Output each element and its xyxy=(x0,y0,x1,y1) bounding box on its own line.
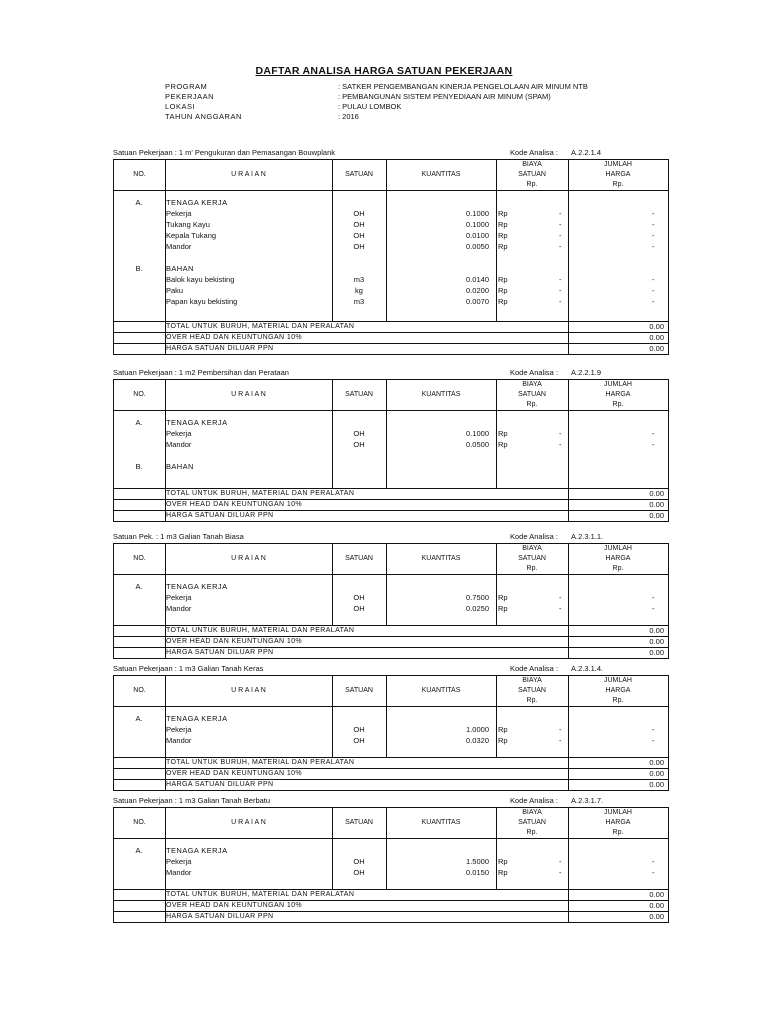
table-row xyxy=(114,461,670,472)
row-currency: Rp xyxy=(498,429,508,438)
row-description: TENAGA KERJA xyxy=(166,846,228,855)
row-description: TENAGA KERJA xyxy=(166,582,228,591)
row-quantity: 0.0050 xyxy=(466,242,489,251)
table-body xyxy=(114,707,668,757)
row-description: Balok kayu bekisting xyxy=(166,275,235,284)
row-currency: Rp xyxy=(498,725,508,734)
col-jumlah-header: JUMLAH HARGA Rp. xyxy=(603,545,632,572)
row-unit: m3 xyxy=(353,275,365,284)
totals-label: OVER HEAD DAN KEUNTUNGAN 10% xyxy=(166,902,303,909)
table-row xyxy=(114,845,670,856)
row-currency: Rp xyxy=(498,297,508,306)
totals-value: 0.00 xyxy=(649,511,664,520)
col-kuantitas-header: KUANTITAS xyxy=(421,391,461,398)
row-unit: OH xyxy=(353,725,365,734)
table-body xyxy=(114,575,668,625)
totals-row xyxy=(114,499,668,510)
col-uraian-header: U R A I A N xyxy=(231,819,266,826)
totals-value: 0.00 xyxy=(649,333,664,342)
section-header xyxy=(113,531,669,543)
totals-label: TOTAL UNTUK BURUH, MATERIAL DAN PERALATAN xyxy=(166,759,355,766)
row-description: Kepala Tukang xyxy=(166,231,217,240)
row-description: Mandor xyxy=(166,242,192,251)
col-biaya-header: BIAYA SATUAN Rp. xyxy=(518,809,546,836)
meta-label: PROGRAM xyxy=(165,82,208,91)
table-header xyxy=(114,544,668,575)
row-quantity: 0.0150 xyxy=(466,868,489,877)
row-quantity: 0.7500 xyxy=(466,593,489,602)
table-row xyxy=(114,208,670,219)
analysis-section xyxy=(113,147,669,355)
totals-label: HARGA SATUAN DILUAR PPN xyxy=(166,649,274,656)
col-satuan-header: SATUAN xyxy=(345,391,373,398)
row-number: B. xyxy=(135,264,143,273)
totals-row xyxy=(114,321,668,332)
row-unit: OH xyxy=(353,231,365,240)
analysis-section xyxy=(113,795,669,923)
row-description: Pekerja xyxy=(166,857,192,866)
totals-row xyxy=(114,779,668,790)
row-unit-price: - xyxy=(559,275,562,284)
code-label: Kode Analisa : xyxy=(510,664,558,673)
section-header xyxy=(113,795,669,807)
table-body xyxy=(114,839,668,889)
totals-row xyxy=(114,900,668,911)
table-row xyxy=(114,439,670,450)
meta-row xyxy=(165,82,588,92)
meta-label: TAHUN ANGGARAN xyxy=(165,112,242,121)
row-unit: OH xyxy=(353,209,365,218)
section-title: Satuan Pekerjaan : 1 m3 Galian Tanah Berbatu xyxy=(113,796,271,805)
row-total-price: - xyxy=(652,604,655,613)
row-unit-price: - xyxy=(559,297,562,306)
row-unit-price: - xyxy=(559,440,562,449)
analysis-code: A.2.2.1.9 xyxy=(571,368,602,377)
row-currency: Rp xyxy=(498,275,508,284)
row-number: B. xyxy=(135,462,143,471)
col-no-header: NO. xyxy=(133,555,146,562)
table-row xyxy=(114,592,670,603)
row-description: Paku xyxy=(166,286,184,295)
table-header xyxy=(114,676,668,707)
col-uraian-header: U R A I A N xyxy=(231,687,266,694)
analysis-table xyxy=(113,543,669,659)
row-unit-price: - xyxy=(559,725,562,734)
row-description: TENAGA KERJA xyxy=(166,198,228,207)
row-description: Pekerja xyxy=(166,725,192,734)
totals-label: OVER HEAD DAN KEUNTUNGAN 10% xyxy=(166,334,303,341)
table-row xyxy=(114,285,670,296)
analysis-code: A.2.3.1.7. xyxy=(571,796,604,805)
row-unit: OH xyxy=(353,736,365,745)
row-total-price: - xyxy=(652,440,655,449)
row-quantity: 0.0100 xyxy=(466,231,489,240)
totals-label: HARGA SATUAN DILUAR PPN xyxy=(166,512,274,519)
col-satuan-header: SATUAN xyxy=(345,555,373,562)
row-currency: Rp xyxy=(498,736,508,745)
col-jumlah-header: JUMLAH HARGA Rp. xyxy=(603,809,632,836)
table-header xyxy=(114,380,668,411)
totals-value: 0.00 xyxy=(649,344,664,353)
col-no-header: NO. xyxy=(133,171,146,178)
table-body xyxy=(114,191,668,321)
row-unit: OH xyxy=(353,220,365,229)
row-unit-price: - xyxy=(559,868,562,877)
row-quantity: 0.1000 xyxy=(466,209,489,218)
col-no-header: NO. xyxy=(133,391,146,398)
code-label: Kode Analisa : xyxy=(510,368,558,377)
row-unit: OH xyxy=(353,604,365,613)
table-row xyxy=(114,417,670,428)
totals-label: TOTAL UNTUK BURUH, MATERIAL DAN PERALATAN xyxy=(166,891,355,898)
row-currency: Rp xyxy=(498,209,508,218)
row-number: A. xyxy=(135,714,143,723)
code-label: Kode Analisa : xyxy=(510,148,558,157)
col-kuantitas-header: KUANTITAS xyxy=(421,171,461,178)
row-unit-price: - xyxy=(559,209,562,218)
meta-value: : SATKER PENGEMBANGAN KINERJA PENGELOLAAN AIR MINUM NTB xyxy=(338,82,588,91)
section-title: Satuan Pekerjaan : 1 m3 Galian Tanah Keras xyxy=(113,664,264,673)
row-description: Mandor xyxy=(166,440,192,449)
row-description: Mandor xyxy=(166,604,192,613)
table-header xyxy=(114,808,668,839)
row-unit: OH xyxy=(353,429,365,438)
section-title: Satuan Pekerjaan : 1 m2 Pembersihan dan Perataan xyxy=(113,368,289,377)
row-unit: OH xyxy=(353,868,365,877)
table-row xyxy=(114,713,670,724)
row-number: A. xyxy=(135,846,143,855)
totals-label: HARGA SATUAN DILUAR PPN xyxy=(166,781,274,788)
totals-value: 0.00 xyxy=(649,758,664,767)
row-unit-price: - xyxy=(559,286,562,295)
row-total-price: - xyxy=(652,286,655,295)
row-number: A. xyxy=(135,418,143,427)
analysis-section xyxy=(113,663,669,791)
code-label: Kode Analisa : xyxy=(510,532,558,541)
col-satuan-header: SATUAN xyxy=(345,687,373,694)
meta-value: : 2016 xyxy=(338,112,359,121)
totals-row xyxy=(114,625,668,636)
row-unit-price: - xyxy=(559,857,562,866)
table-row xyxy=(114,450,670,461)
table-row xyxy=(114,867,670,878)
row-quantity: 0.1000 xyxy=(466,429,489,438)
row-total-price: - xyxy=(652,857,655,866)
row-total-price: - xyxy=(652,220,655,229)
document-title: DAFTAR ANALISA HARGA SATUAN PEKERJAAN xyxy=(255,65,513,77)
row-unit-price: - xyxy=(559,736,562,745)
col-jumlah-header: JUMLAH HARGA Rp. xyxy=(603,381,632,408)
row-unit: OH xyxy=(353,593,365,602)
row-quantity: 0.1000 xyxy=(466,220,489,229)
table-row xyxy=(114,263,670,274)
col-jumlah-header: JUMLAH HARGA Rp. xyxy=(603,677,632,704)
totals-row xyxy=(114,889,668,900)
totals-value: 0.00 xyxy=(649,890,664,899)
totals-row xyxy=(114,488,668,499)
row-total-price: - xyxy=(652,297,655,306)
totals-row xyxy=(114,332,668,343)
row-unit-price: - xyxy=(559,604,562,613)
row-currency: Rp xyxy=(498,286,508,295)
row-quantity: 1.0000 xyxy=(466,725,489,734)
totals-row xyxy=(114,768,668,779)
row-total-price: - xyxy=(652,593,655,602)
totals-label: TOTAL UNTUK BURUH, MATERIAL DAN PERALATAN xyxy=(166,627,355,634)
table-row xyxy=(114,230,670,241)
row-currency: Rp xyxy=(498,604,508,613)
table-row xyxy=(114,724,670,735)
section-title: Satuan Pekerjaan : 1 m' Pengukuran dan Pemasangan Bouwplank xyxy=(113,148,335,157)
row-currency: Rp xyxy=(498,868,508,877)
col-satuan-header: SATUAN xyxy=(345,819,373,826)
row-unit: OH xyxy=(353,440,365,449)
analysis-table xyxy=(113,675,669,791)
row-total-price: - xyxy=(652,231,655,240)
row-currency: Rp xyxy=(498,242,508,251)
table-header xyxy=(114,160,668,191)
totals-label: TOTAL UNTUK BURUH, MATERIAL DAN PERALATAN xyxy=(166,490,355,497)
row-total-price: - xyxy=(652,725,655,734)
row-unit: kg xyxy=(355,286,363,295)
row-description: Pekerja xyxy=(166,429,192,438)
row-description: TENAGA KERJA xyxy=(166,714,228,723)
totals-value: 0.00 xyxy=(649,489,664,498)
section-header xyxy=(113,367,669,379)
document-meta xyxy=(165,82,588,122)
totals-value: 0.00 xyxy=(649,648,664,657)
totals-value: 0.00 xyxy=(649,769,664,778)
row-description: Tukang Kayu xyxy=(166,220,210,229)
totals-value: 0.00 xyxy=(649,901,664,910)
analysis-table xyxy=(113,159,669,355)
row-total-price: - xyxy=(652,275,655,284)
meta-row xyxy=(165,92,588,102)
meta-value: : PEMBANGUNAN SISTEM PENYEDIAAN AIR MINUM (SPAM) xyxy=(338,92,551,101)
row-description: Mandor xyxy=(166,736,192,745)
code-label: Kode Analisa : xyxy=(510,796,558,805)
meta-label: PEKERJAAN xyxy=(165,92,215,101)
analysis-table xyxy=(113,379,669,522)
row-description: Pekerja xyxy=(166,593,192,602)
analysis-section xyxy=(113,531,669,659)
section-header xyxy=(113,663,669,675)
table-row xyxy=(114,735,670,746)
row-quantity: 0.0320 xyxy=(466,736,489,745)
meta-row xyxy=(165,102,588,112)
col-biaya-header: BIAYA SATUAN Rp. xyxy=(518,677,546,704)
row-number: A. xyxy=(135,198,143,207)
totals-row xyxy=(114,757,668,768)
row-total-price: - xyxy=(652,209,655,218)
analysis-code: A.2.3.1.4. xyxy=(571,664,604,673)
table-row xyxy=(114,274,670,285)
totals-value: 0.00 xyxy=(649,912,664,921)
col-uraian-header: U R A I A N xyxy=(231,391,266,398)
col-kuantitas-header: KUANTITAS xyxy=(421,819,461,826)
row-total-price: - xyxy=(652,736,655,745)
table-row xyxy=(114,197,670,208)
row-unit-price: - xyxy=(559,220,562,229)
row-description: Papan kayu bekisting xyxy=(166,297,238,306)
table-row xyxy=(114,428,670,439)
section-header xyxy=(113,147,669,159)
row-quantity: 0.0070 xyxy=(466,297,489,306)
totals-row xyxy=(114,636,668,647)
meta-label: LOKASI xyxy=(165,102,196,111)
totals-label: OVER HEAD DAN KEUNTUNGAN 10% xyxy=(166,638,303,645)
totals-row xyxy=(114,647,668,658)
col-biaya-header: BIAYA SATUAN Rp. xyxy=(518,545,546,572)
row-currency: Rp xyxy=(498,593,508,602)
row-unit-price: - xyxy=(559,593,562,602)
meta-value: : PULAU LOMBOK xyxy=(338,102,402,111)
col-uraian-header: U R A I A N xyxy=(231,171,266,178)
table-row xyxy=(114,241,670,252)
row-currency: Rp xyxy=(498,231,508,240)
row-quantity: 0.0500 xyxy=(466,440,489,449)
totals-label: HARGA SATUAN DILUAR PPN xyxy=(166,913,274,920)
totals-label: OVER HEAD DAN KEUNTUNGAN 10% xyxy=(166,770,303,777)
row-currency: Rp xyxy=(498,857,508,866)
row-description: TENAGA KERJA xyxy=(166,418,228,427)
row-description: Pekerja xyxy=(166,209,192,218)
totals-value: 0.00 xyxy=(649,780,664,789)
analysis-code: A.2.3.1.1. xyxy=(571,532,604,541)
totals-row xyxy=(114,911,668,922)
row-currency: Rp xyxy=(498,440,508,449)
col-no-header: NO. xyxy=(133,687,146,694)
row-quantity: 1.5000 xyxy=(466,857,489,866)
row-quantity: 0.0200 xyxy=(466,286,489,295)
totals-label: TOTAL UNTUK BURUH, MATERIAL DAN PERALATAN xyxy=(166,323,355,330)
col-biaya-header: BIAYA SATUAN Rp. xyxy=(518,161,546,188)
totals-label: HARGA SATUAN DILUAR PPN xyxy=(166,345,274,352)
row-unit: OH xyxy=(353,242,365,251)
table-row xyxy=(114,219,670,230)
row-total-price: - xyxy=(652,868,655,877)
analysis-table xyxy=(113,807,669,923)
totals-row xyxy=(114,510,668,521)
col-kuantitas-header: KUANTITAS xyxy=(421,555,461,562)
row-description: Mandor xyxy=(166,868,192,877)
totals-value: 0.00 xyxy=(649,626,664,635)
totals-row xyxy=(114,343,668,354)
row-description: BAHAN xyxy=(166,264,194,273)
analysis-section xyxy=(113,367,669,522)
row-unit: m3 xyxy=(353,297,365,306)
row-unit-price: - xyxy=(559,429,562,438)
meta-row xyxy=(165,112,588,122)
row-number: A. xyxy=(135,582,143,591)
table-body xyxy=(114,411,668,488)
table-row xyxy=(114,603,670,614)
totals-value: 0.00 xyxy=(649,322,664,331)
col-no-header: NO. xyxy=(133,819,146,826)
totals-label: OVER HEAD DAN KEUNTUNGAN 10% xyxy=(166,501,303,508)
row-unit-price: - xyxy=(559,231,562,240)
analysis-code: A.2.2.1.4 xyxy=(571,148,602,157)
section-title: Satuan Pek. : 1 m3 Galian Tanah Biasa xyxy=(113,532,244,541)
col-jumlah-header: JUMLAH HARGA Rp. xyxy=(603,161,632,188)
totals-value: 0.00 xyxy=(649,500,664,509)
row-quantity: 0.0250 xyxy=(466,604,489,613)
col-biaya-header: BIAYA SATUAN Rp. xyxy=(518,381,546,408)
table-row xyxy=(114,856,670,867)
table-row xyxy=(114,296,670,307)
table-row xyxy=(114,581,670,592)
row-unit: OH xyxy=(353,857,365,866)
row-description: BAHAN xyxy=(166,462,194,471)
col-uraian-header: U R A I A N xyxy=(231,555,266,562)
totals-value: 0.00 xyxy=(649,637,664,646)
col-satuan-header: SATUAN xyxy=(345,171,373,178)
col-kuantitas-header: KUANTITAS xyxy=(421,687,461,694)
row-unit-price: - xyxy=(559,242,562,251)
row-total-price: - xyxy=(652,242,655,251)
row-total-price: - xyxy=(652,429,655,438)
row-currency: Rp xyxy=(498,220,508,229)
table-row xyxy=(114,252,670,263)
row-quantity: 0.0140 xyxy=(466,275,489,284)
